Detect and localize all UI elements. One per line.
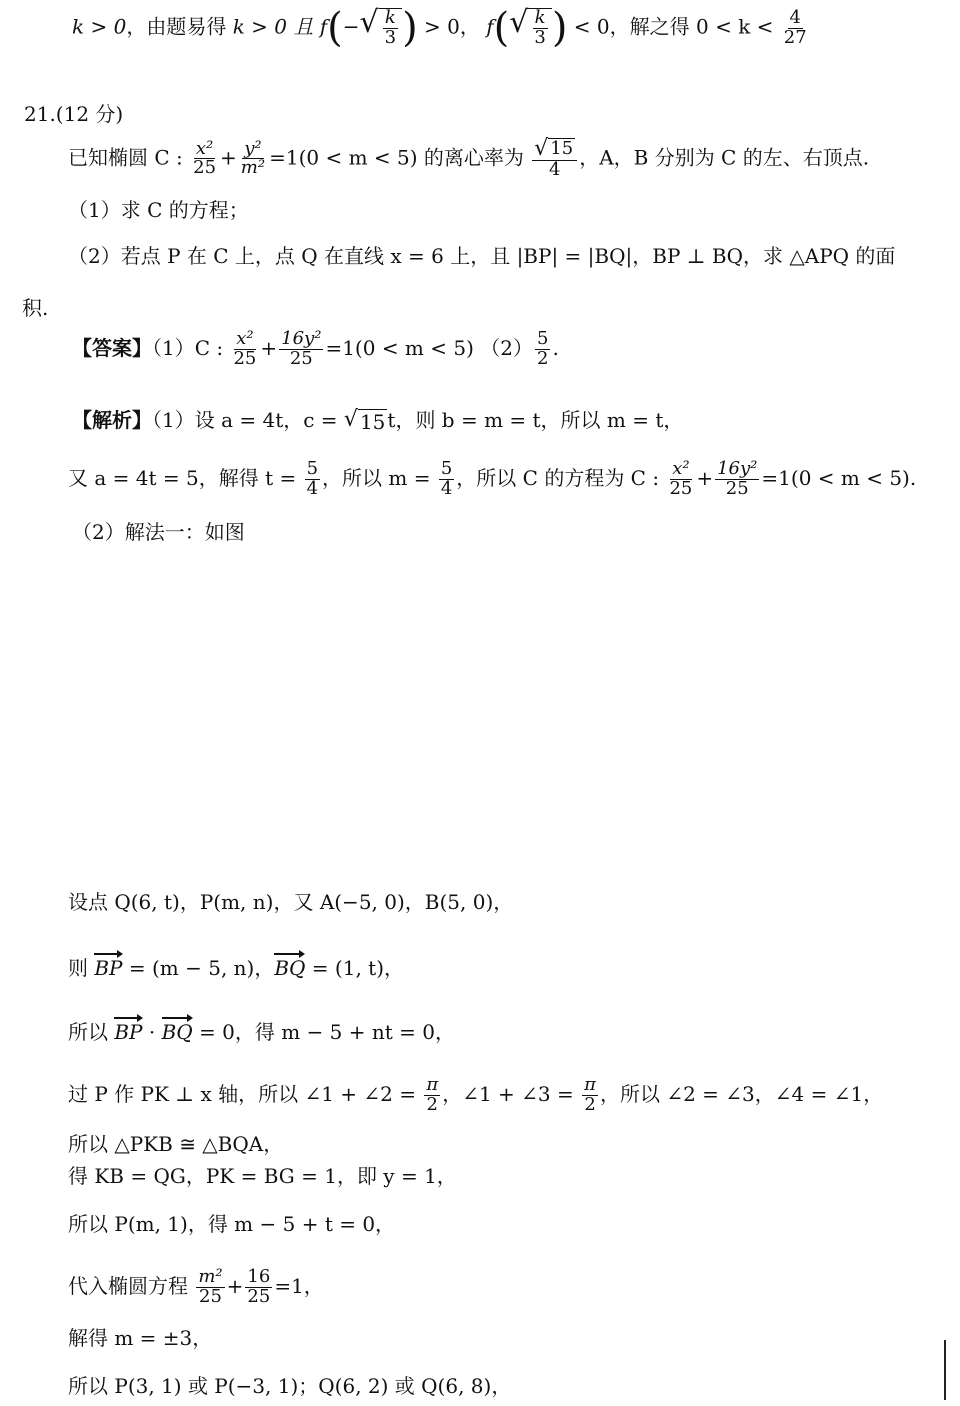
- analysis-line2: 又 a = 4t = 5，解得 t = $\frac{5}{4}$ ，所以 m = $\frac{5}{4}$ ，所以 C 的方程为 C : $\frac{\text{x²}}{25}$ + $\frac{\text{16y²}}{25}$ =1(0 < m < 5).: [68, 458, 917, 499]
- k-positive: k > 0: [72, 14, 127, 39]
- step-substitute: 代入椭圆方程 $\frac{\text{m²}}{25}$ + $\frac{16}{25}$ =1，: [68, 1266, 324, 1307]
- frac-4-27: $\frac{4}{27}$: [783, 6, 807, 48]
- eccentricity: √ 15 4: [532, 138, 577, 180]
- question-part1: （1）求 C 的方程；: [68, 198, 249, 222]
- question-title: 21.(12 分): [24, 102, 124, 126]
- analysis-label: 【解析】: [72, 408, 152, 432]
- line-k-range: k > 0，由题易得 k > 0 且 f(− √ $\frac{k}{3}$ ) > 0， f( √ $\frac{k}{3}$ ) < 0，解之得 0 < k < $\frac{4}{27}$: [72, 5, 807, 51]
- step-dot-product: 所以 BP · BQ = 0，得 m − 5 + nt = 0，: [68, 1020, 455, 1044]
- margin-rule: [944, 1340, 946, 1400]
- step-points-result: 所以 P(3, 1) 或 P(−3, 1)；Q(6, 2) 或 Q(6, 8)，: [68, 1374, 512, 1398]
- sqrt-k3: √ $\frac{k}{3}$: [509, 8, 552, 48]
- sqrt-k3-neg: √ $\frac{k}{3}$: [360, 8, 403, 48]
- question-statement: 已知椭圆 C : $\frac{\text{x²}}{25}$ + $\frac{\text{y²}}{\text{m²}}$ =1(0 < m < 5) 的离心率为 √ 15 4 ，A，B 分别为 C 的左、右顶点.: [68, 136, 870, 180]
- step-congruent: 所以 △PKB ≅ △BQA，: [68, 1132, 284, 1156]
- answer-label: 【答案】: [72, 335, 152, 360]
- step-vectors: 则 BP = (m − 5, n)，BQ = (1, t)，: [68, 956, 405, 980]
- answer-line: 【答案】（1）C : $\frac{\text{x²}}{25}$ + $\frac{\text{16y²}}{25}$ =1(0 < m < 5) （2） $\frac{5}{2}$ .: [72, 328, 559, 369]
- question-part2: （2）若点 P 在 C 上，点 Q 在直线 x = 6 上，且 |BP| = |BQ|，BP ⊥ BQ，求 △APQ 的面: [68, 244, 896, 268]
- analysis-line1: 【解析】（1）设 a = 4t，c = √ 15 t，则 b = m = t，所以 m = t，: [72, 407, 684, 434]
- vector-bp: BP: [94, 956, 123, 980]
- vector-bq: BQ: [274, 956, 306, 980]
- step-solve-m: 解得 m = ±3，: [68, 1326, 213, 1350]
- step-set-points: 设点 Q(6, t)，P(m, n)，又 A(−5, 0)，B(5, 0)，: [68, 890, 514, 914]
- question-part2-cont: 积.: [22, 296, 49, 320]
- analysis-part2-head: （2）解法一：如图: [72, 520, 245, 544]
- step-p-m1: 所以 P(m, 1)，得 m − 5 + t = 0，: [68, 1212, 396, 1236]
- step-kb-qg: 得 KB = QG，PK = BG = 1，即 y = 1，: [68, 1164, 457, 1188]
- figure-area: [68, 560, 888, 860]
- step-angles: 过 P 作 PK ⊥ x 轴，所以 ∠1 + ∠2 = $\frac{\pi}{2}$ ，∠1 + ∠3 = $\frac{\pi}{2}$ ，所以 ∠2 = ∠3，∠4 = ∠1，: [68, 1074, 884, 1115]
